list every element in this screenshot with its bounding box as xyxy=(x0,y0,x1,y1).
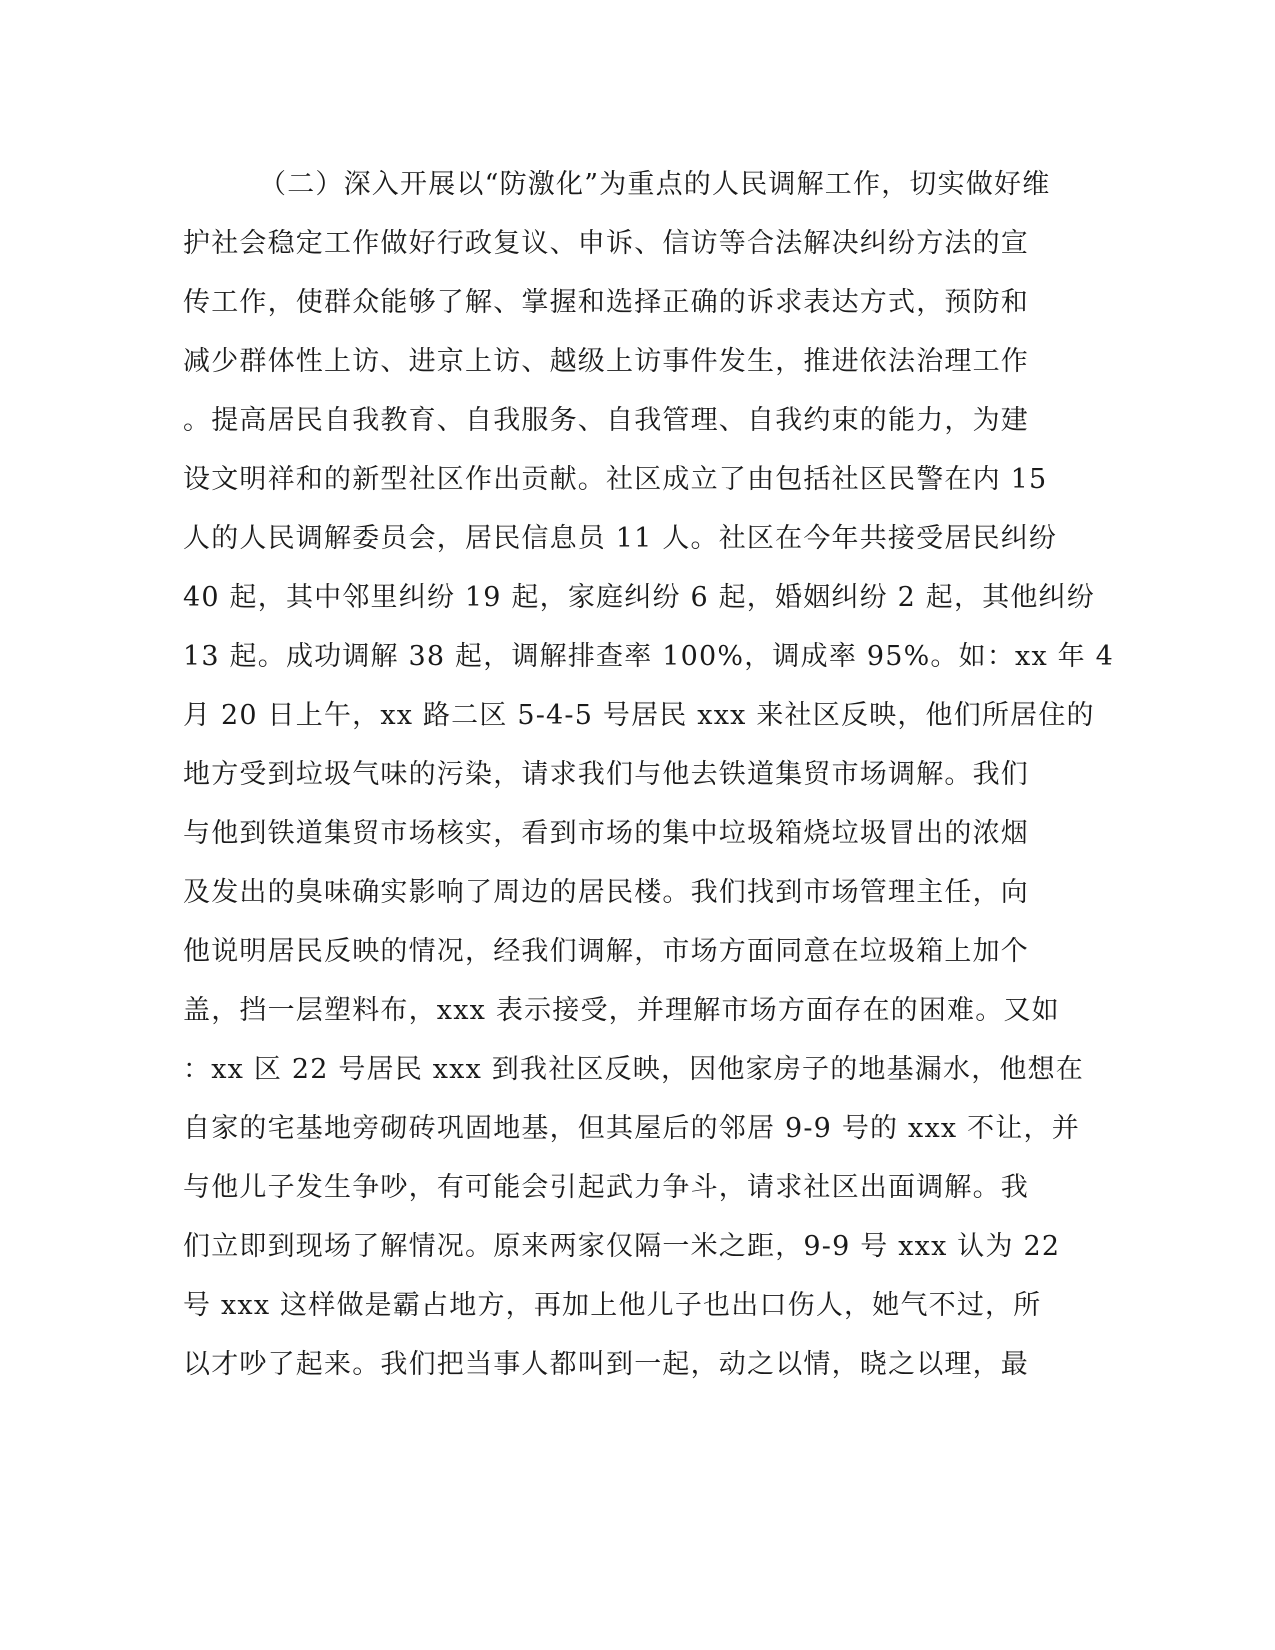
text-line: 盖，挡一层塑料布，xxx 表示接受，并理解市场方面存在的困难。又如 xyxy=(183,995,1060,1026)
text-line: 40 起，其中邻里纠纷 19 起，家庭纠纷 6 起，婚姻纠纷 2 起，其他纠纷 xyxy=(183,582,1095,613)
text-line: 自家的宅基地旁砌砖巩固地基，但其屋后的邻居 9-9 号的 xxx 不让，并 xyxy=(183,1113,1080,1144)
text-line: 。提高居民自我教育、自我服务、自我管理、自我约束的能力，为建 xyxy=(183,405,1029,436)
text-line: 们立即到现场了解情况。原来两家仅隔一米之距，9-9 号 xxx 认为 22 xyxy=(183,1231,1061,1262)
text-line: 13 起。成功调解 38 起，调解排查率 100%，调成率 95%。如：xx 年 4 xyxy=(183,641,1115,672)
text-line: 号 xxx 这样做是霸占地方，再加上他儿子也出口伤人，她气不过，所 xyxy=(183,1290,1042,1321)
body-paragraph xyxy=(183,155,1115,1394)
text-line: 与他到铁道集贸市场核实，看到市场的集中垃圾箱烧垃圾冒出的浓烟 xyxy=(183,818,1029,849)
text-line: 及发出的臭味确实影响了周边的居民楼。我们找到市场管理主任，向 xyxy=(183,877,1029,908)
text-line: （二）深入开展以“防激化”为重点的人民调解工作，切实做好维 xyxy=(259,169,1051,200)
text-line: 地方受到垃圾气味的污染，请求我们与他去铁道集贸市场调解。我们 xyxy=(183,759,1029,790)
text-line: ：xx 区 22 号居民 xxx 到我社区反映，因他家房子的地基漏水，他想在 xyxy=(183,1054,1085,1085)
text-line: 设文明祥和的新型社区作出贡献。社区成立了由包括社区民警在内 15 xyxy=(183,464,1048,495)
text-line: 以才吵了起来。我们把当事人都叫到一起，动之以情，晓之以理，最 xyxy=(183,1349,1029,1380)
text-line: 传工作，使群众能够了解、掌握和选择正确的诉求表达方式，预防和 xyxy=(183,287,1029,318)
text-line: 月 20 日上午，xx 路二区 5-4-5 号居民 xxx 来社区反映，他们所居住的 xyxy=(183,700,1095,731)
text-line: 他说明居民反映的情况，经我们调解，市场方面同意在垃圾箱上加个 xyxy=(183,936,1029,967)
text-line: 人的人民调解委员会，居民信息员 11 人。社区在今年共接受居民纠纷 xyxy=(183,523,1058,554)
text-line: 与他儿子发生争吵，有可能会引起武力争斗，请求社区出面调解。我 xyxy=(183,1172,1029,1203)
text-line: 护社会稳定工作做好行政复议、申诉、信访等合法解决纠纷方法的宣 xyxy=(183,228,1029,259)
text-line: 减少群体性上访、进京上访、越级上访事件发生，推进依法治理工作 xyxy=(183,346,1029,377)
